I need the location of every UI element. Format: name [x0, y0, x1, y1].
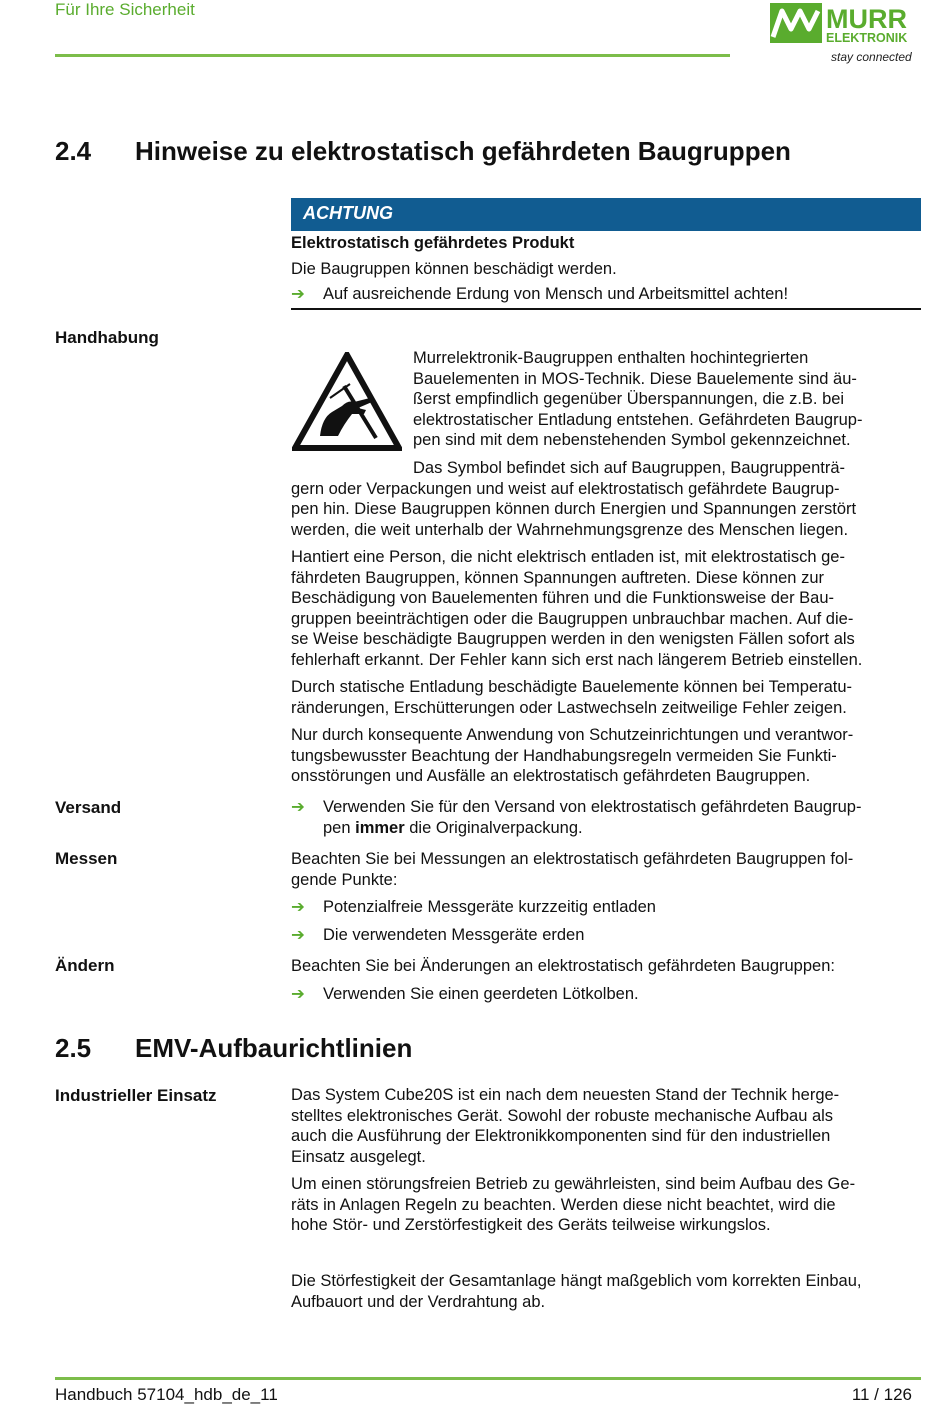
footer-rule: [55, 1377, 921, 1380]
logo-tagline: stay connected: [831, 50, 912, 64]
esd-warning-icon: [292, 352, 402, 452]
arrow-right-icon: ➔: [291, 926, 305, 944]
arrow-right-icon: ➔: [291, 798, 305, 816]
messen-intro: Beachten Sie bei Messungen an elektrostatisch gefährdeten Baugruppen fol- gende Punkte:: [291, 850, 854, 889]
section-number: 2.5: [55, 1033, 92, 1063]
notice-label: ACHTUNG: [303, 203, 393, 223]
notice-text: Die Baugruppen können beschädigt werden.: [291, 260, 617, 278]
arrow-right-icon: ➔: [291, 285, 305, 303]
handhabung-p5: Nur durch konsequente Anwendung von Schutzeinrichtungen und verantwor- tungsbewusster Beachtung der Handhabungsregeln vermeiden Sie Funkti- onsstörungen und Ausfälle an elektrostatisch gefährdeten Baugruppen.: [291, 726, 854, 785]
handhabung-p4: Durch statische Entladung beschädigte Bauelemente können bei Temperatu- ränderungen, Erschütterungen oder Lastwechseln zeitweilige Fehler zeigen.: [291, 678, 853, 717]
footer-document-id: Handbuch 57104_hdb_de_11: [55, 1385, 278, 1404]
section-heading-2-5: [55, 1033, 412, 1064]
arrow-right-icon: ➔: [291, 898, 305, 916]
side-label-industrie: Industrieller Einsatz: [55, 1086, 217, 1105]
industrie-p2: Um einen störungsfreien Betrieb zu gewährleisten, sind beim Aufbau des Ge- räts in Anlagen Regeln zu beachten. Werden diese nicht beachtet, wird die hohe Stör- und Zerstörfestigkeit des Geräts teilweise wirkungslos.: [291, 1175, 856, 1234]
section-number: 2.4: [55, 136, 92, 166]
handhabung-p1: Murrelektronik-Baugruppen enthalten hochintegrierten Bauelementen in MOS-Technik. Diese Bauelemente sind äu- ßerst empfindlich gegenüber Überspannungen, die z.B. bei elektrostatischer Entladung entstehen. Gefährdeten Baugrup- pen sind mit dem nebenstehenden Symbol gekennzeichnet.: [413, 349, 863, 449]
notice-heading: Elektrostatisch gefährdetes Produkt: [291, 234, 575, 252]
section-title: EMV-Aufbaurichtlinien: [135, 1033, 413, 1063]
versand-bullet: ➔ Verwenden Sie für den Versand von elektrostatisch gefährdeten Baugrup- pen immer die Originalverpackung.: [291, 798, 862, 837]
side-label-aendern: Ändern: [55, 956, 115, 975]
footer-page-number: 11 / 126: [851, 1385, 912, 1404]
messen-bullet-2: ➔ Die verwendeten Messgeräte erden: [291, 926, 585, 944]
industrie-p1: Das System Cube20S ist ein nach dem neuesten Stand der Technik herge- stelltes elektronisches Gerät. Sowohl der robuste mechanische Aufbau als auch die Ausführung der Elektronikkomponenten sind für den industriellen Einsatz ausgelegt.: [291, 1086, 840, 1166]
section-heading-2-4: [55, 136, 791, 167]
aendern-intro: Beachten Sie bei Änderungen an elektrostatisch gefährdeten Baugruppen:: [291, 957, 835, 975]
messen-bullet-1: ➔ Potenzialfreie Messgeräte kurzzeitig entladen: [291, 898, 656, 916]
section-title: Hinweise zu elektrostatisch gefährdeten Baugruppen: [135, 136, 791, 166]
aendern-bullet: ➔ Verwenden Sie einen geerdeten Lötkolben.: [291, 985, 639, 1003]
header-rule: [55, 54, 730, 57]
side-label-messen: Messen: [55, 849, 118, 868]
notice-action: ➔ Auf ausreichende Erdung von Mensch und Arbeitsmittel achten!: [291, 285, 789, 303]
notice-rule: [291, 308, 921, 310]
arrow-right-icon: ➔: [291, 985, 305, 1003]
side-label-handhabung: Handhabung: [55, 328, 159, 347]
industrie-p3: Die Störfestigkeit der Gesamtanlage hängt maßgeblich vom korrekten Einbau, Aufbauort und der Verdrahtung ab.: [291, 1272, 862, 1311]
handhabung-p2: Das Symbol befindet sich auf Baugruppen, Baugruppenträ- gern oder Verpackungen und weist auf elektrostatisch gefährdete Baugrup- pen hin. Diese Baugruppen können durch Energien und Spannungen zerstört werden, die weit unterhalb der Wahrnehmungsgrenze des Menschen liegen.: [291, 459, 857, 539]
handhabung-p3: Hantiert eine Person, die nicht elektrisch entladen ist, mit elektrostatisch ge- fährdeten Baugruppen, können Spannungen auftreten. Diese können zur Beschädigung von Bauelementen führen und die Funktionsweise der Bau- gruppen beeinträchtigen oder die Baugruppen unbrauchbar machen. Auf die- se Weise beschädigte Baugruppen werden in den wenigsten Fällen sofort als fehlerhaft erkannt. Der Fehler kann sich erst nach längerem Betrieb einstellen.: [291, 548, 863, 669]
logo-text-murr: MURR: [826, 4, 907, 34]
notice-banner: [291, 198, 921, 231]
side-label-versand: Versand: [55, 798, 122, 817]
header-section-title: Für Ihre Sicherheit: [55, 0, 195, 19]
logo-text-elektronik: ELEKTRONIK: [826, 31, 908, 45]
